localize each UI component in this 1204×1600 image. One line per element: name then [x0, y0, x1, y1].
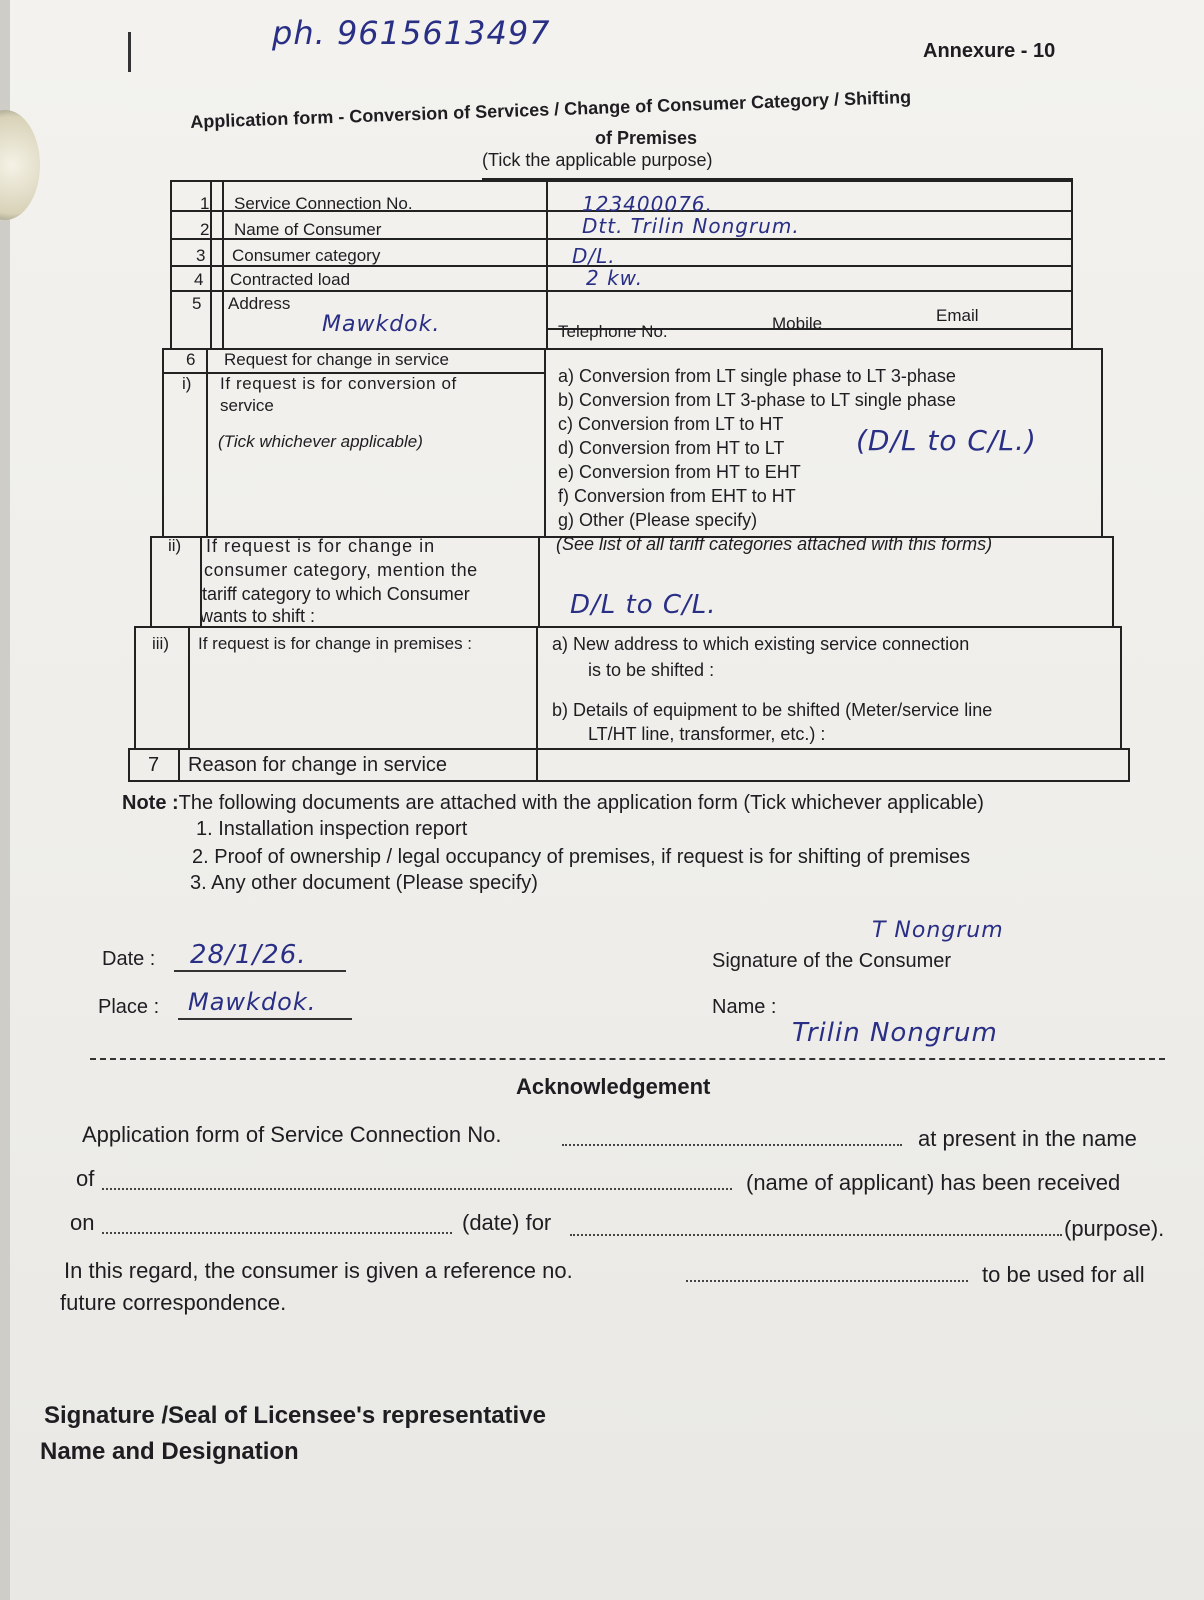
- row-label-service-no: Service Connection No.: [234, 194, 413, 213]
- handwritten-date: 28/1/26.: [190, 940, 307, 970]
- section-ii-line4: wants to shift :: [200, 606, 316, 626]
- cut-line: [90, 1058, 1165, 1060]
- section-ii-number: ii): [168, 536, 182, 555]
- section-ii-line2: consumer category, mention the: [204, 560, 478, 580]
- handwritten-address: Mawkdok.: [322, 312, 441, 337]
- handwritten-place: Mawkdok.: [188, 988, 317, 1016]
- row-label-address: Address: [228, 294, 291, 313]
- tariff-list-note: (See list of all tariff categories attached with this forms): [556, 534, 993, 554]
- row-label-consumer-name: Name of Consumer: [234, 220, 382, 239]
- doc-item-1: 1. Installation inspection report: [196, 818, 468, 840]
- option-f: f) Conversion from EHT to HT: [558, 486, 796, 506]
- new-address-line2: is to be shifted :: [588, 660, 715, 680]
- section-ii-line1: If request is for change in: [206, 536, 436, 556]
- section6-label: Request for change in service: [224, 350, 449, 369]
- ack-line3-mid: (date) for: [462, 1210, 552, 1235]
- ack-blank-purpose: [570, 1234, 1062, 1236]
- annexure-label: Annexure - 10: [923, 40, 1056, 62]
- email-label: Email: [936, 306, 979, 325]
- form-subtitle: (Tick the applicable purpose): [482, 150, 713, 170]
- row-label-load: Contracted load: [230, 270, 351, 289]
- section6-number: 6: [186, 350, 196, 369]
- ack-blank-date: [102, 1232, 452, 1234]
- section-ii-line3: tariff category to which Consumer: [202, 584, 470, 604]
- section6-i-label: If request is for conversion of: [220, 374, 457, 393]
- handwritten-signature: T Nongrum: [872, 918, 1004, 943]
- name-designation-label: Name and Designation: [40, 1438, 299, 1465]
- section-iii-label: If request is for change in premises :: [198, 634, 473, 653]
- option-g: g) Other (Please specify): [558, 510, 758, 530]
- telephone-label: Telephone No.: [558, 322, 668, 341]
- date-label: Date :: [102, 948, 156, 970]
- form-title: Application form - Conversion of Services / Change of Consumer Category / Shifting: [190, 86, 912, 132]
- option-e: e) Conversion from HT to EHT: [558, 462, 801, 482]
- doc-item-2: 2. Proof of ownership / legal occupancy of premises, if request is for shifting of premises: [192, 846, 971, 868]
- ack-line2-start: of: [76, 1166, 95, 1191]
- ack-line1-start: Application form of Service Connection No.: [82, 1122, 502, 1147]
- row-number: 4: [194, 270, 204, 289]
- row-label-category: Consumer category: [232, 246, 381, 265]
- option-b: b) Conversion from LT 3-phase to LT single phase: [558, 390, 956, 410]
- handwritten-conversion-note: (D/L to C/L.): [856, 424, 1037, 457]
- ack-line1-end: at present in the name: [918, 1126, 1137, 1151]
- consumer-signature-label: Signature of the Consumer: [712, 950, 952, 972]
- place-line: [178, 1018, 352, 1020]
- option-c: c) Conversion from LT to HT: [558, 414, 784, 434]
- row7-number: 7: [148, 754, 160, 776]
- note-body: The following documents are attached with the application form (Tick whichever applicable): [178, 792, 984, 814]
- ack-line4-end: to be used for all: [982, 1262, 1145, 1287]
- ack-line2-end: (name of applicant) has been received: [746, 1170, 1121, 1195]
- equipment-line1: b) Details of equipment to be shifted (Meter/service line: [552, 700, 993, 720]
- cup-object: [0, 110, 40, 220]
- new-address-line1: a) New address to which existing service connection: [552, 634, 970, 654]
- option-a: a) Conversion from LT single phase to LT 3-phase: [558, 366, 956, 386]
- note-prefix: Note :: [122, 792, 179, 814]
- row-number: 1: [200, 194, 210, 213]
- ack-blank-service-no: [562, 1144, 902, 1146]
- ack-line5: future correspondence.: [60, 1290, 287, 1315]
- name-label: Name :: [712, 996, 777, 1018]
- handwritten-load: 2 kw.: [586, 266, 644, 290]
- ack-line4-start: In this regard, the consumer is given a reference no.: [64, 1258, 573, 1283]
- handwritten-name: Trilin Nongrum: [792, 1018, 998, 1048]
- option-d: d) Conversion from HT to LT: [558, 438, 785, 458]
- handwritten-phone: ph. 9615613497: [272, 14, 551, 52]
- section6-i-number: i): [182, 374, 192, 393]
- ack-line3-end: (purpose).: [1064, 1216, 1165, 1241]
- row7-label: Reason for change in service: [188, 754, 448, 776]
- ack-blank-name: [102, 1188, 732, 1190]
- equipment-line2: LT/HT line, transformer, etc.) :: [588, 724, 826, 744]
- section6-i-label-2: service: [220, 396, 274, 415]
- handwritten-consumer-name: Dtt. Trilin Nongrum.: [582, 214, 800, 238]
- document-page: [10, 0, 1204, 1600]
- handwritten-category: D/L.: [572, 244, 616, 268]
- row-number: 3: [196, 246, 206, 265]
- row-number: 2: [200, 220, 210, 239]
- tick-instruction: (Tick whichever applicable): [218, 432, 423, 451]
- section-iii-number: iii): [152, 634, 169, 653]
- acknowledgement-title: Acknowledgement: [516, 1074, 711, 1099]
- form-title-line2: of Premises: [595, 128, 698, 148]
- date-line: [174, 970, 346, 972]
- doc-item-3: 3. Any other document (Please specify): [190, 872, 538, 894]
- place-label: Place :: [98, 996, 160, 1018]
- handwritten-service-no: 123400076.: [582, 192, 713, 216]
- note-text: [122, 792, 984, 815]
- mobile-label: Mobile: [772, 314, 823, 333]
- handwritten-tariff-shift: D/L to C/L.: [570, 590, 717, 620]
- row-number: 5: [192, 294, 202, 313]
- ack-line3-start: on: [70, 1210, 95, 1235]
- ack-blank-reference: [686, 1280, 968, 1282]
- margin-mark: [128, 32, 131, 72]
- licensee-signature-label: Signature /Seal of Licensee's representative: [44, 1402, 546, 1429]
